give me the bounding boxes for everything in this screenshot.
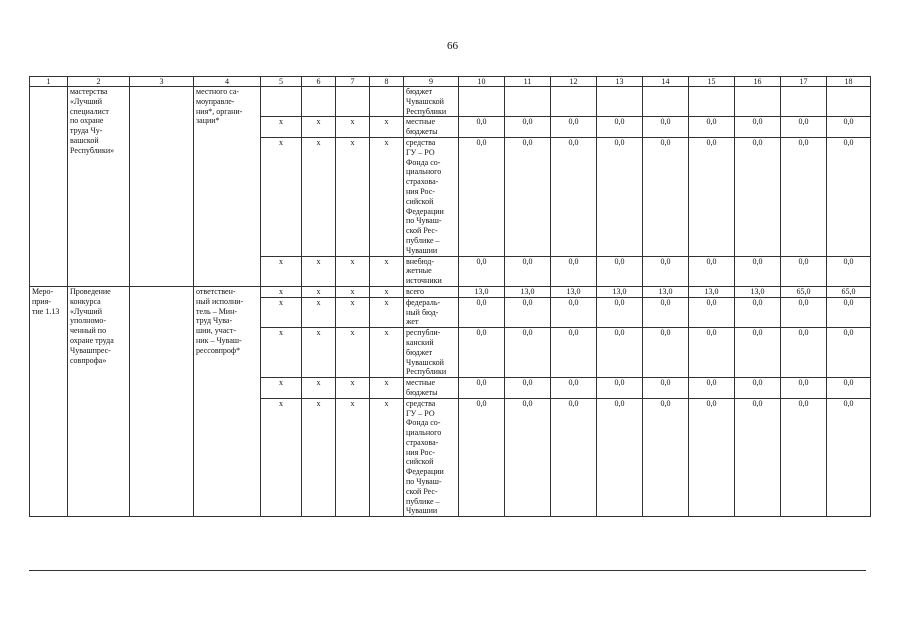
column-number: 12 — [551, 77, 597, 87]
text-line: труда Чу- — [70, 126, 103, 136]
value-cell: 0,0 — [735, 328, 781, 378]
header-row — [30, 77, 871, 87]
value-cell: 0,0 — [505, 328, 551, 378]
value-cell: 13,0 — [689, 286, 735, 297]
code-mark-cell: x — [261, 398, 302, 517]
code-mark-cell: x — [336, 297, 370, 327]
text-line: республи- — [406, 328, 441, 338]
value-cell: 0,0 — [689, 256, 735, 286]
page-number: 66 — [447, 40, 458, 52]
text-line: страхова- — [406, 177, 439, 187]
value-cell: 0,0 — [643, 137, 689, 256]
code-mark-cell: x — [302, 378, 336, 399]
value-cell: 0,0 — [505, 398, 551, 517]
text-line: страхова- — [406, 437, 439, 447]
text-line: сийской — [406, 196, 434, 206]
measure-name-cell — [68, 87, 130, 287]
code-mark-cell — [302, 87, 336, 117]
code-mark-cell: x — [336, 398, 370, 517]
value-cell: 0,0 — [643, 117, 689, 138]
value-cell — [459, 87, 505, 117]
text-line: по Чуваш- — [406, 216, 442, 226]
value-cell: 0,0 — [735, 137, 781, 256]
text-line: специалист — [70, 106, 109, 116]
text-line: бюджет — [406, 87, 433, 96]
column-number: 5 — [261, 77, 302, 87]
column-number: 15 — [689, 77, 735, 87]
code-mark-cell: x — [261, 137, 302, 256]
text-line: местного са- — [196, 87, 240, 96]
column-number: 2 — [68, 77, 130, 87]
value-cell: 0,0 — [505, 117, 551, 138]
text-line: мастерства — [70, 87, 108, 96]
value-cell — [827, 87, 871, 117]
text-line: по Чуваш- — [406, 477, 442, 487]
text-line: тель – Мин- — [196, 306, 238, 316]
funding-source-cell — [404, 378, 459, 399]
value-cell: 0,0 — [781, 378, 827, 399]
empty-cell — [130, 87, 194, 287]
column-number: 9 — [404, 77, 459, 87]
text-line: публике – — [406, 235, 440, 245]
value-cell: 13,0 — [551, 286, 597, 297]
text-line: моуправле- — [196, 96, 235, 106]
column-number: 7 — [336, 77, 370, 87]
value-cell: 0,0 — [781, 398, 827, 517]
code-mark-cell: x — [261, 286, 302, 297]
code-mark-cell: x — [336, 256, 370, 286]
value-cell: 0,0 — [505, 137, 551, 256]
code-mark-cell: x — [370, 328, 404, 378]
value-cell: 0,0 — [597, 256, 643, 286]
text-line: ный бюд- — [406, 307, 439, 317]
code-mark-cell: x — [261, 328, 302, 378]
text-line: тие 1.13 — [32, 306, 60, 316]
text-line: Чувашпрес- — [70, 345, 111, 355]
text-line: ской Рес- — [406, 486, 438, 496]
funding-source-cell — [404, 398, 459, 517]
value-cell: 0,0 — [459, 117, 505, 138]
measure-code-cell — [30, 286, 68, 516]
value-cell: 0,0 — [643, 328, 689, 378]
text-line: бюджет — [406, 347, 433, 357]
text-line: ГУ – РО — [406, 408, 435, 418]
text-line: конкурса — [70, 296, 101, 306]
funding-source-cell — [404, 286, 459, 297]
value-cell: 0,0 — [551, 297, 597, 327]
column-number: 4 — [194, 77, 261, 87]
text-line: средства — [406, 137, 436, 147]
text-line: рессовпроф* — [196, 345, 241, 355]
text-line: жет — [406, 317, 419, 327]
text-line: федераль- — [406, 297, 441, 307]
value-cell: 0,0 — [459, 256, 505, 286]
budget-table — [29, 76, 871, 517]
text-line: публике – — [406, 496, 440, 506]
value-cell: 0,0 — [505, 297, 551, 327]
text-line: бюджеты — [406, 127, 438, 137]
value-cell: 0,0 — [459, 297, 505, 327]
value-cell: 0,0 — [551, 256, 597, 286]
table-bottom-border — [29, 570, 866, 571]
text-line: бюджеты — [406, 387, 438, 397]
funding-source-cell — [404, 297, 459, 327]
code-mark-cell: x — [336, 137, 370, 256]
text-line: Чувашии — [406, 506, 438, 516]
value-cell: 0,0 — [551, 378, 597, 399]
value-cell: 0,0 — [459, 328, 505, 378]
value-cell: 0,0 — [505, 378, 551, 399]
value-cell: 0,0 — [781, 117, 827, 138]
value-cell: 13,0 — [643, 286, 689, 297]
text-line: Меро- — [32, 286, 54, 296]
value-cell: 0,0 — [551, 117, 597, 138]
value-cell: 0,0 — [781, 328, 827, 378]
text-line: ния Рос- — [406, 447, 435, 457]
text-line: Чувашской — [406, 357, 444, 367]
value-cell: 0,0 — [735, 256, 781, 286]
column-number: 3 — [130, 77, 194, 87]
value-cell: 0,0 — [689, 117, 735, 138]
code-mark-cell: x — [302, 398, 336, 517]
value-cell — [643, 87, 689, 117]
empty-cell — [130, 286, 194, 516]
value-cell: 13,0 — [505, 286, 551, 297]
code-mark-cell: x — [336, 286, 370, 297]
value-cell: 0,0 — [459, 137, 505, 256]
value-cell: 0,0 — [597, 137, 643, 256]
code-mark-cell: x — [370, 398, 404, 517]
value-cell: 65,0 — [781, 286, 827, 297]
value-cell: 0,0 — [689, 378, 735, 399]
value-cell: 0,0 — [551, 328, 597, 378]
column-number: 8 — [370, 77, 404, 87]
column-number: 11 — [505, 77, 551, 87]
text-line: средства — [406, 398, 436, 408]
text-line: шии, участ- — [196, 326, 237, 336]
value-cell: 13,0 — [735, 286, 781, 297]
value-cell: 0,0 — [827, 297, 871, 327]
text-line: труд Чува- — [196, 316, 233, 326]
value-cell: 0,0 — [689, 297, 735, 327]
value-cell — [551, 87, 597, 117]
value-cell: 0,0 — [505, 256, 551, 286]
text-line: Чувашской — [406, 96, 444, 106]
code-mark-cell: x — [370, 297, 404, 327]
value-cell — [597, 87, 643, 117]
measure-code-cell — [30, 87, 68, 287]
code-mark-cell: x — [370, 256, 404, 286]
code-mark-cell: x — [261, 256, 302, 286]
value-cell: 0,0 — [827, 328, 871, 378]
value-cell: 0,0 — [643, 378, 689, 399]
text-line: уполномо- — [70, 316, 107, 326]
code-mark-cell: x — [370, 117, 404, 138]
text-line: охране труда — [70, 335, 114, 345]
code-mark-cell: x — [261, 378, 302, 399]
value-cell: 0,0 — [689, 398, 735, 517]
value-cell: 0,0 — [597, 117, 643, 138]
code-mark-cell — [336, 87, 370, 117]
value-cell: 0,0 — [781, 137, 827, 256]
text-line: Федерации — [406, 206, 444, 216]
value-cell: 0,0 — [551, 398, 597, 517]
column-number: 13 — [597, 77, 643, 87]
funding-source-cell — [404, 87, 459, 117]
value-cell: 0,0 — [689, 328, 735, 378]
code-mark-cell: x — [336, 328, 370, 378]
value-cell: 0,0 — [597, 398, 643, 517]
column-number: 6 — [302, 77, 336, 87]
code-mark-cell — [370, 87, 404, 117]
value-cell: 0,0 — [735, 398, 781, 517]
value-cell: 0,0 — [781, 297, 827, 327]
text-line: канский — [406, 337, 434, 347]
text-line: источники — [406, 276, 442, 286]
text-line: ния Рос- — [406, 186, 435, 196]
text-line: Федерации — [406, 467, 444, 477]
text-line: ник – Чуваш- — [196, 335, 242, 345]
text-line: вашской — [70, 135, 99, 145]
code-mark-cell: x — [302, 297, 336, 327]
column-number: 14 — [643, 77, 689, 87]
value-cell — [505, 87, 551, 117]
text-line: жетные — [406, 266, 432, 276]
value-cell: 0,0 — [827, 256, 871, 286]
value-cell: 0,0 — [827, 117, 871, 138]
text-line: циального — [406, 167, 442, 177]
table-row — [30, 87, 871, 117]
text-line: прия- — [32, 296, 51, 306]
code-mark-cell: x — [336, 378, 370, 399]
column-number: 1 — [30, 77, 68, 87]
code-mark-cell — [261, 87, 302, 117]
column-number: 16 — [735, 77, 781, 87]
text-line: ГУ – РО — [406, 147, 435, 157]
funding-source-cell — [404, 328, 459, 378]
text-line: Проведение — [70, 286, 111, 296]
value-cell: 0,0 — [643, 256, 689, 286]
text-line: местные — [406, 117, 436, 127]
code-mark-cell: x — [302, 117, 336, 138]
value-cell: 0,0 — [827, 378, 871, 399]
table-body — [30, 77, 871, 517]
executor-cell — [194, 286, 261, 516]
funding-source-cell — [404, 117, 459, 138]
value-cell: 0,0 — [459, 398, 505, 517]
code-mark-cell: x — [370, 286, 404, 297]
text-line: «Лучший — [70, 306, 102, 316]
text-line: совпрофа» — [70, 355, 107, 365]
text-line: ченный по — [70, 326, 107, 336]
value-cell: 13,0 — [597, 286, 643, 297]
text-line: Фонда со- — [406, 157, 441, 167]
text-line: Республики» — [70, 145, 115, 155]
text-line: сийской — [406, 457, 434, 467]
text-line: Фонда со- — [406, 418, 441, 428]
code-mark-cell: x — [302, 137, 336, 256]
value-cell — [689, 87, 735, 117]
code-mark-cell: x — [370, 378, 404, 399]
text-line: ответствен- — [196, 286, 236, 296]
text-line: Республики — [406, 367, 447, 377]
code-mark-cell: x — [261, 297, 302, 327]
value-cell: 13,0 — [459, 286, 505, 297]
text-line: Республики — [406, 106, 447, 116]
value-cell: 0,0 — [689, 137, 735, 256]
value-cell: 0,0 — [735, 378, 781, 399]
code-mark-cell: x — [302, 286, 336, 297]
value-cell: 0,0 — [459, 378, 505, 399]
value-cell: 0,0 — [827, 398, 871, 517]
value-cell: 0,0 — [735, 117, 781, 138]
value-cell: 0,0 — [597, 378, 643, 399]
text-line: ный исполни- — [196, 296, 244, 306]
column-number: 17 — [781, 77, 827, 87]
text-line: зации* — [196, 116, 220, 126]
value-cell: 0,0 — [643, 297, 689, 327]
text-line: ния*, органи- — [196, 106, 243, 116]
text-line: «Лучший — [70, 96, 102, 106]
text-line: циального — [406, 428, 442, 438]
value-cell — [781, 87, 827, 117]
value-cell: 65,0 — [827, 286, 871, 297]
value-cell: 0,0 — [643, 398, 689, 517]
value-cell — [735, 87, 781, 117]
column-number: 10 — [459, 77, 505, 87]
table-row — [30, 286, 871, 297]
column-number: 18 — [827, 77, 871, 87]
text-line: местные — [406, 378, 436, 388]
value-cell: 0,0 — [827, 137, 871, 256]
value-cell: 0,0 — [551, 137, 597, 256]
text-line: внебюд- — [406, 256, 434, 266]
funding-source-cell — [404, 137, 459, 256]
code-mark-cell: x — [302, 256, 336, 286]
value-cell: 0,0 — [781, 256, 827, 286]
value-cell: 0,0 — [597, 297, 643, 327]
code-mark-cell: x — [370, 137, 404, 256]
funding-source-cell — [404, 256, 459, 286]
code-mark-cell: x — [302, 328, 336, 378]
text-line: всего — [406, 286, 425, 296]
text-line: Чувашии — [406, 245, 438, 255]
measure-name-cell — [68, 286, 130, 516]
text-line: ской Рес- — [406, 226, 438, 236]
code-mark-cell: x — [261, 117, 302, 138]
value-cell: 0,0 — [597, 328, 643, 378]
value-cell: 0,0 — [735, 297, 781, 327]
text-line: по охране — [70, 116, 104, 126]
executor-cell — [194, 87, 261, 287]
code-mark-cell: x — [336, 117, 370, 138]
